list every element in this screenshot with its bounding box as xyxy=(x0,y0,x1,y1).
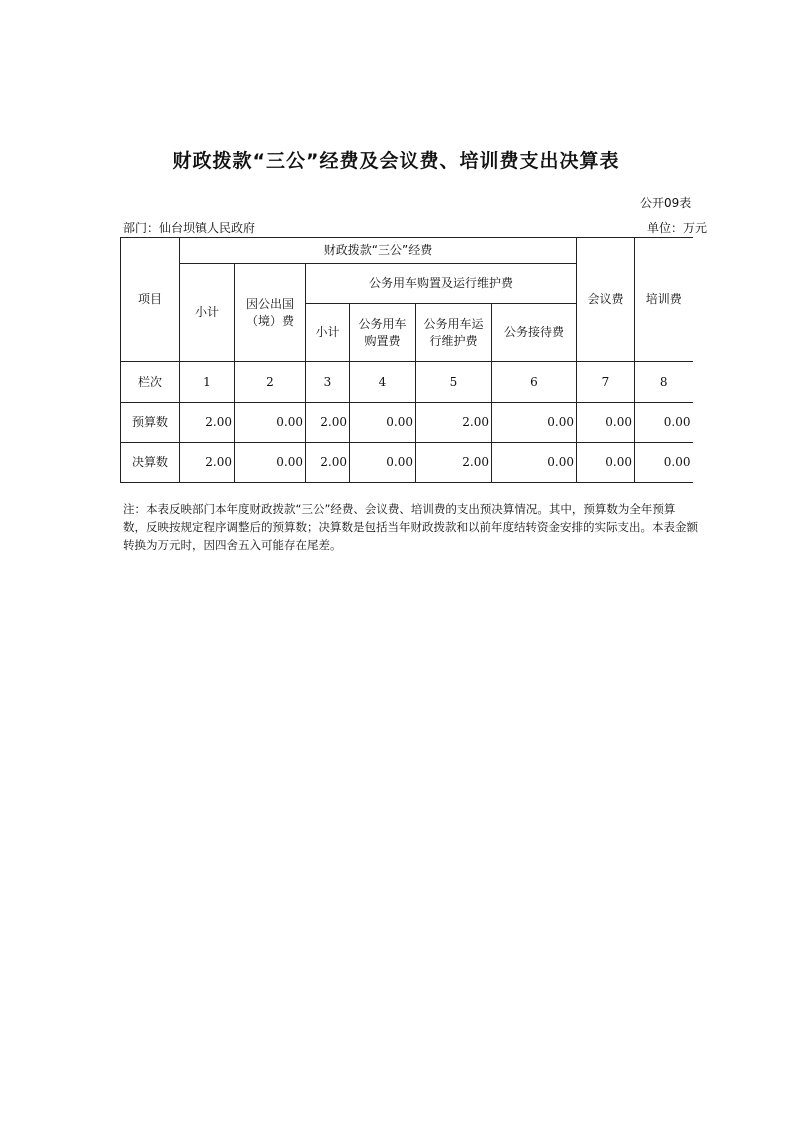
page-title: 财政拨款“三公”经费及会议费、培训费支出决算表 xyxy=(172,150,620,172)
header-reception: 公务接待费 xyxy=(492,304,577,362)
table-cell: 3 xyxy=(306,362,350,403)
header-meeting: 会议费 xyxy=(577,238,635,362)
table-cell: 2.00 xyxy=(416,443,492,483)
header-vehicle-subtotal: 小计 xyxy=(306,304,350,362)
row-label: 决算数 xyxy=(121,443,180,483)
table-cell: 2.00 xyxy=(306,443,350,483)
table-row xyxy=(121,403,693,443)
table-cell: 2.00 xyxy=(180,403,235,443)
header-abroad: 因公出国（境）费 xyxy=(235,264,306,362)
row-label: 栏次 xyxy=(121,362,180,403)
header-training: 培训费 xyxy=(635,238,693,362)
table-cell: 1 xyxy=(180,362,235,403)
row-label: 预算数 xyxy=(121,403,180,443)
table-cell: 0.00 xyxy=(577,443,635,483)
table-cell: 0.00 xyxy=(492,443,577,483)
table-note: 注：本表反映部门本年度财政拨款“三公”经费、会议费、培训费的支出预决算情况。其中，预算数为全年预算数，反映按规定程序调整后的预算数；决算数是包括当年财政拨款和以前年度结转资金安排的实际支出。本表金额转换为万元时，因四舍五入可能存在尾差。 xyxy=(123,502,698,552)
header-vehicle-purchase: 公务用车购置费 xyxy=(350,304,416,362)
expense-table xyxy=(120,237,693,483)
table-cell: 0.00 xyxy=(492,403,577,443)
table-cell: 8 xyxy=(635,362,693,403)
department-label: 部门：仙台坝镇人民政府 xyxy=(123,221,256,235)
table-cell: 5 xyxy=(416,362,492,403)
form-number: 公开09表 xyxy=(640,196,692,210)
table-cell: 2 xyxy=(235,362,306,403)
header-item: 项目 xyxy=(121,238,180,362)
unit-label: 单位：万元 xyxy=(647,221,708,235)
table-cell: 2.00 xyxy=(306,403,350,443)
header-vehicle-group: 公务用车购置及运行维护费 xyxy=(306,264,577,304)
table-cell: 0.00 xyxy=(350,403,416,443)
table-row xyxy=(121,443,693,483)
table-cell: 0.00 xyxy=(577,403,635,443)
table-cell: 7 xyxy=(577,362,635,403)
table-cell: 2.00 xyxy=(180,443,235,483)
table-cell: 4 xyxy=(350,362,416,403)
table-row xyxy=(121,362,693,403)
table-cell: 2.00 xyxy=(416,403,492,443)
header-three-public: 财政拨款“三公”经费 xyxy=(180,238,577,264)
table-cell: 6 xyxy=(492,362,577,403)
table-cell: 0.00 xyxy=(235,403,306,443)
header-vehicle-operation: 公务用车运行维护费 xyxy=(416,304,492,362)
table-cell: 0.00 xyxy=(235,443,306,483)
table-cell: 0.00 xyxy=(635,403,693,443)
table-cell: 0.00 xyxy=(635,443,693,483)
header-subtotal: 小计 xyxy=(180,264,235,362)
table-cell: 0.00 xyxy=(350,443,416,483)
